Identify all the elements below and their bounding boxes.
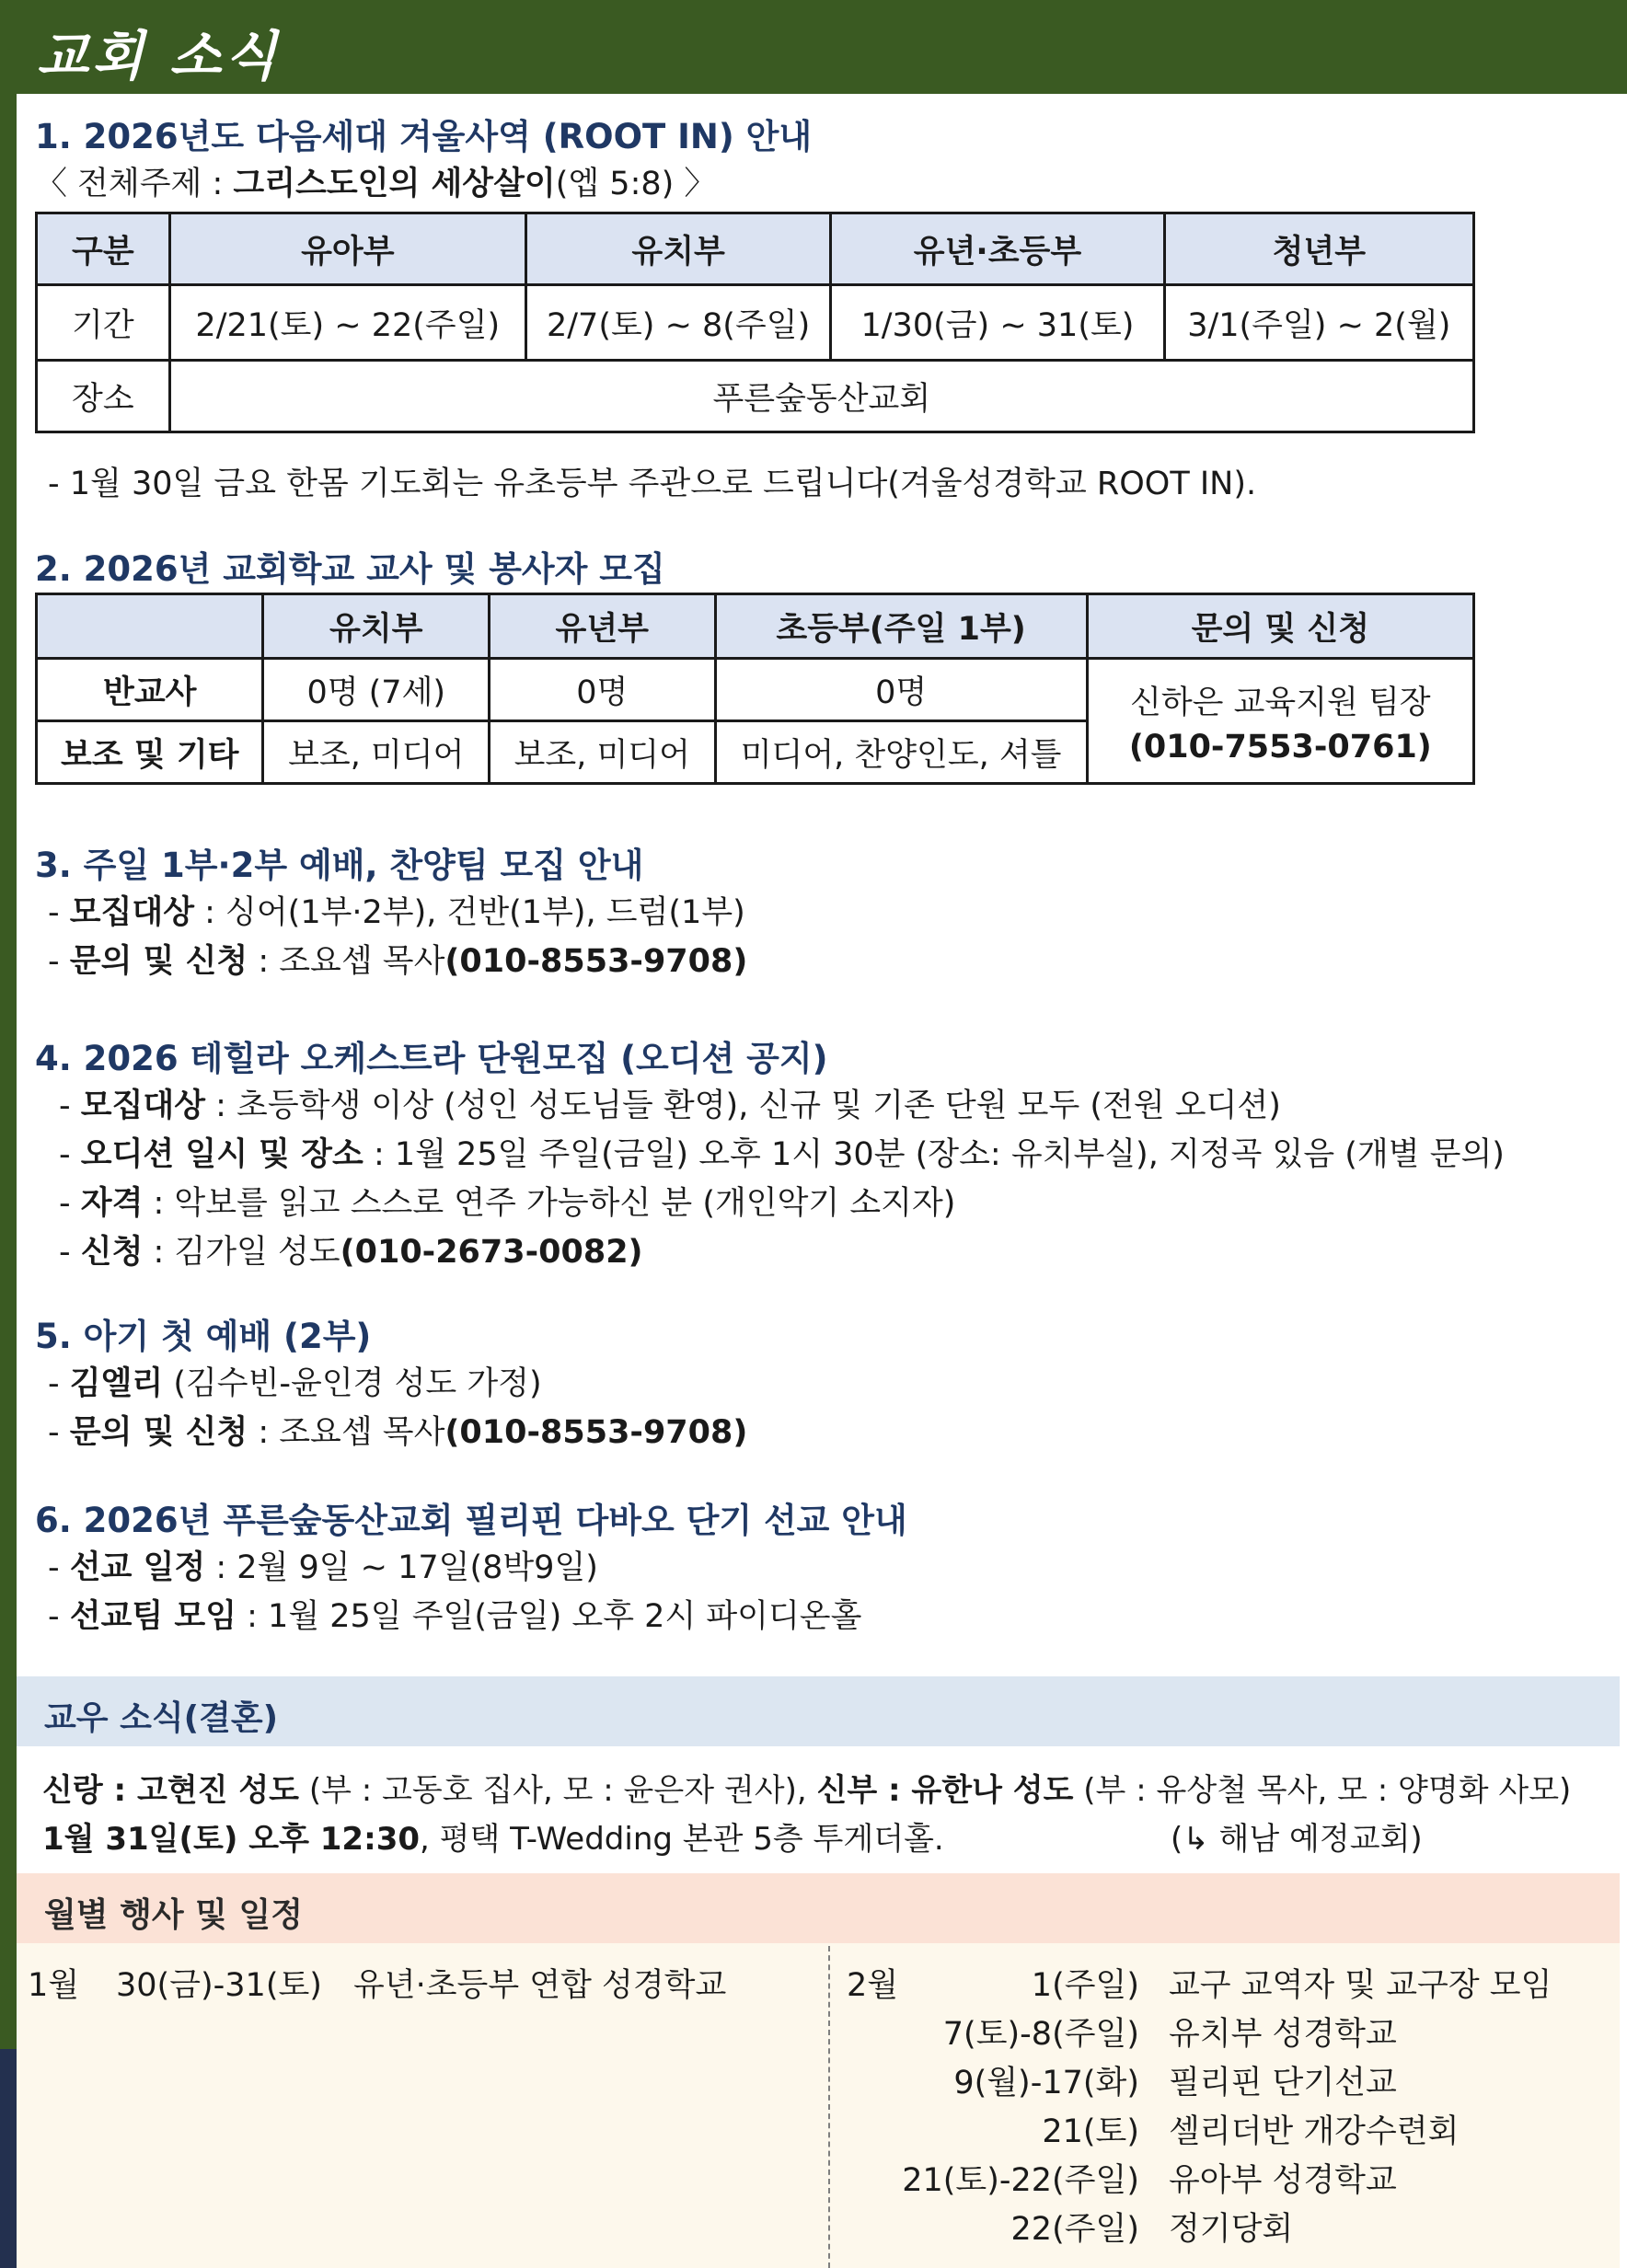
table-header: 유치부	[525, 213, 830, 285]
section-6-line-2: - 선교팀 모임 : 1월 25일 주일(금일) 오후 2시 파이디온홀	[48, 1598, 862, 1635]
table-cell: 0명 (7세)	[263, 659, 490, 721]
table-header: 초등부(주일 1부)	[715, 594, 1087, 659]
section-1-note: - 1월 30일 금요 한몸 기도회는 유초등부 주관으로 드립니다(겨울성경학교 ROOT IN).	[48, 466, 1257, 502]
table-header: 구분	[37, 213, 170, 285]
section-2-title: 2. 2026년 교회학교 교사 및 봉사자 모집	[35, 549, 665, 589]
section-5-title: 5. 아기 첫 예배 (2부)	[35, 1317, 372, 1356]
section-6-line-1: - 선교 일정 : 2월 9일 ~ 17일(8박9일)	[48, 1549, 598, 1586]
schedule-band	[17, 1873, 1620, 1943]
section-1-theme: 〈 전체주제 : 그리스도인의 세상살이(엡 5:8) 〉	[35, 166, 717, 202]
schedule-date: 22(주일)	[1010, 2211, 1139, 2248]
schedule-date: 30(금)-31(토)	[116, 1967, 322, 2004]
schedule-date: 7(토)-8(주일)	[942, 2016, 1139, 2053]
wedding-when: 1월 31일(토) 오후 12:30, 평택 T-Wedding 본관 5층 투게더홀.	[42, 1821, 944, 1858]
page-title: 교회 소식	[37, 25, 281, 87]
table-cell: 미디어, 찬양인도, 셔틀	[715, 721, 1087, 784]
schedule-event: 교구 교역자 및 교구장 모임	[1169, 1967, 1552, 2004]
winter-ministry-table	[35, 212, 1475, 433]
schedule-date: 9(월)-17(화)	[953, 2065, 1139, 2101]
schedule-event: 정기당회	[1169, 2211, 1294, 2248]
table-row-label: 보조 및 기타	[37, 721, 263, 784]
section-3-line-2: - 문의 및 신청 : 조요셉 목사(010-8553-9708)	[48, 943, 748, 980]
table-row-label: 기간	[37, 285, 170, 361]
section-6-title: 6. 2026년 푸른숲동산교회 필리핀 다바오 단기 선교 안내	[35, 1501, 907, 1540]
table-cell: 1/30(금) ~ 31(토)	[831, 285, 1164, 361]
section-3-title: 3. 주일 1부·2부 예배, 찬양팀 모집 안내	[35, 846, 644, 885]
schedule-month-feb: 2월	[847, 1967, 899, 2004]
schedule-date: 21(토)-22(주일)	[902, 2162, 1139, 2199]
schedule-date: 1(주일)	[1031, 1967, 1139, 2004]
schedule-event: 유년·초등부 연합 성경학교	[353, 1967, 727, 2004]
table-cell: 보조, 미디어	[490, 721, 716, 784]
schedule-month-jan: 1월	[28, 1967, 80, 2004]
table-header: 유년·초등부	[831, 213, 1164, 285]
section-4-title: 4. 2026 테힐라 오케스트라 단원모집 (오디션 공지)	[35, 1039, 828, 1078]
table-cell: 2/21(토) ~ 22(주일)	[169, 285, 525, 361]
table-cell: 푸른숲동산교회	[169, 361, 1473, 432]
table-cell: 0명	[715, 659, 1087, 721]
section-5-line-1: - 김엘리 (김수빈-윤인경 성도 가정)	[48, 1365, 542, 1402]
section-5-line-2: - 문의 및 신청 : 조요셉 목사(010-8553-9708)	[48, 1414, 748, 1451]
table-header: 유년부	[490, 594, 716, 659]
teacher-recruit-table	[35, 593, 1475, 785]
table-header: 유치부	[263, 594, 490, 659]
table-header	[37, 594, 263, 659]
section-4-line-4: - 신청 : 김가일 성도(010-2673-0082)	[59, 1234, 643, 1271]
table-header: 문의 및 신청	[1087, 594, 1473, 659]
schedule-label: 월별 행사 및 일정	[44, 1896, 304, 1934]
schedule-event: 유치부 성경학교	[1169, 2016, 1397, 2053]
table-header: 청년부	[1164, 213, 1473, 285]
schedule-divider	[828, 1946, 830, 2268]
schedule-event: 필리핀 단기선교	[1169, 2065, 1397, 2101]
section-4-line-2: - 오디션 일시 및 장소 : 1월 25일 주일(금일) 오후 1시 30분 (장소: 유치부실), 지정곡 있음 (개별 문의)	[59, 1136, 1505, 1173]
section-3-line-1: - 모집대상 : 싱어(1부·2부), 건반(1부), 드럼(1부)	[48, 894, 745, 931]
left-accent-bar	[0, 94, 17, 2049]
table-cell: 보조, 미디어	[263, 721, 490, 784]
contact-name: 신하은 교육지원 팀장	[1130, 684, 1431, 721]
table-row-label: 반교사	[37, 659, 263, 721]
section-1-title: 1. 2026년도 다음세대 겨울사역 (ROOT IN) 안내	[35, 117, 813, 156]
section-4-line-3: - 자격 : 악보를 읽고 스스로 연주 가능하신 분 (개인악기 소지자)	[59, 1185, 956, 1222]
wedding-church: (↳ 해남 예정교회)	[1171, 1821, 1423, 1858]
table-header: 유아부	[169, 213, 525, 285]
wedding-couple: 신랑 : 고현진 성도 (부 : 고동호 집사, 모 : 윤은자 권사), 신부 : 유한나 성도 (부 : 유상철 목사, 모 : 양명화 사모)	[42, 1772, 1572, 1809]
section-4-line-1: - 모집대상 : 초등학생 이상 (성인 성도님들 환영), 신규 및 기존 단원 모두 (전원 오디션)	[59, 1088, 1281, 1124]
schedule-date: 21(토)	[1042, 2113, 1139, 2150]
table-cell: 3/1(주일) ~ 2(월)	[1164, 285, 1473, 361]
table-row-label: 장소	[37, 361, 170, 432]
table-cell: 0명	[490, 659, 716, 721]
wedding-label: 교우 소식(결혼)	[44, 1699, 279, 1737]
contact-cell	[1087, 659, 1473, 784]
contact-phone: (010-7553-0761)	[1128, 728, 1432, 766]
table-cell: 2/7(토) ~ 8(주일)	[525, 285, 830, 361]
schedule-event: 셀리더반 개강수련회	[1169, 2113, 1460, 2150]
schedule-event: 유아부 성경학교	[1169, 2162, 1397, 2199]
wedding-band	[17, 1676, 1620, 1746]
left-accent-bar-bottom	[0, 2049, 17, 2268]
